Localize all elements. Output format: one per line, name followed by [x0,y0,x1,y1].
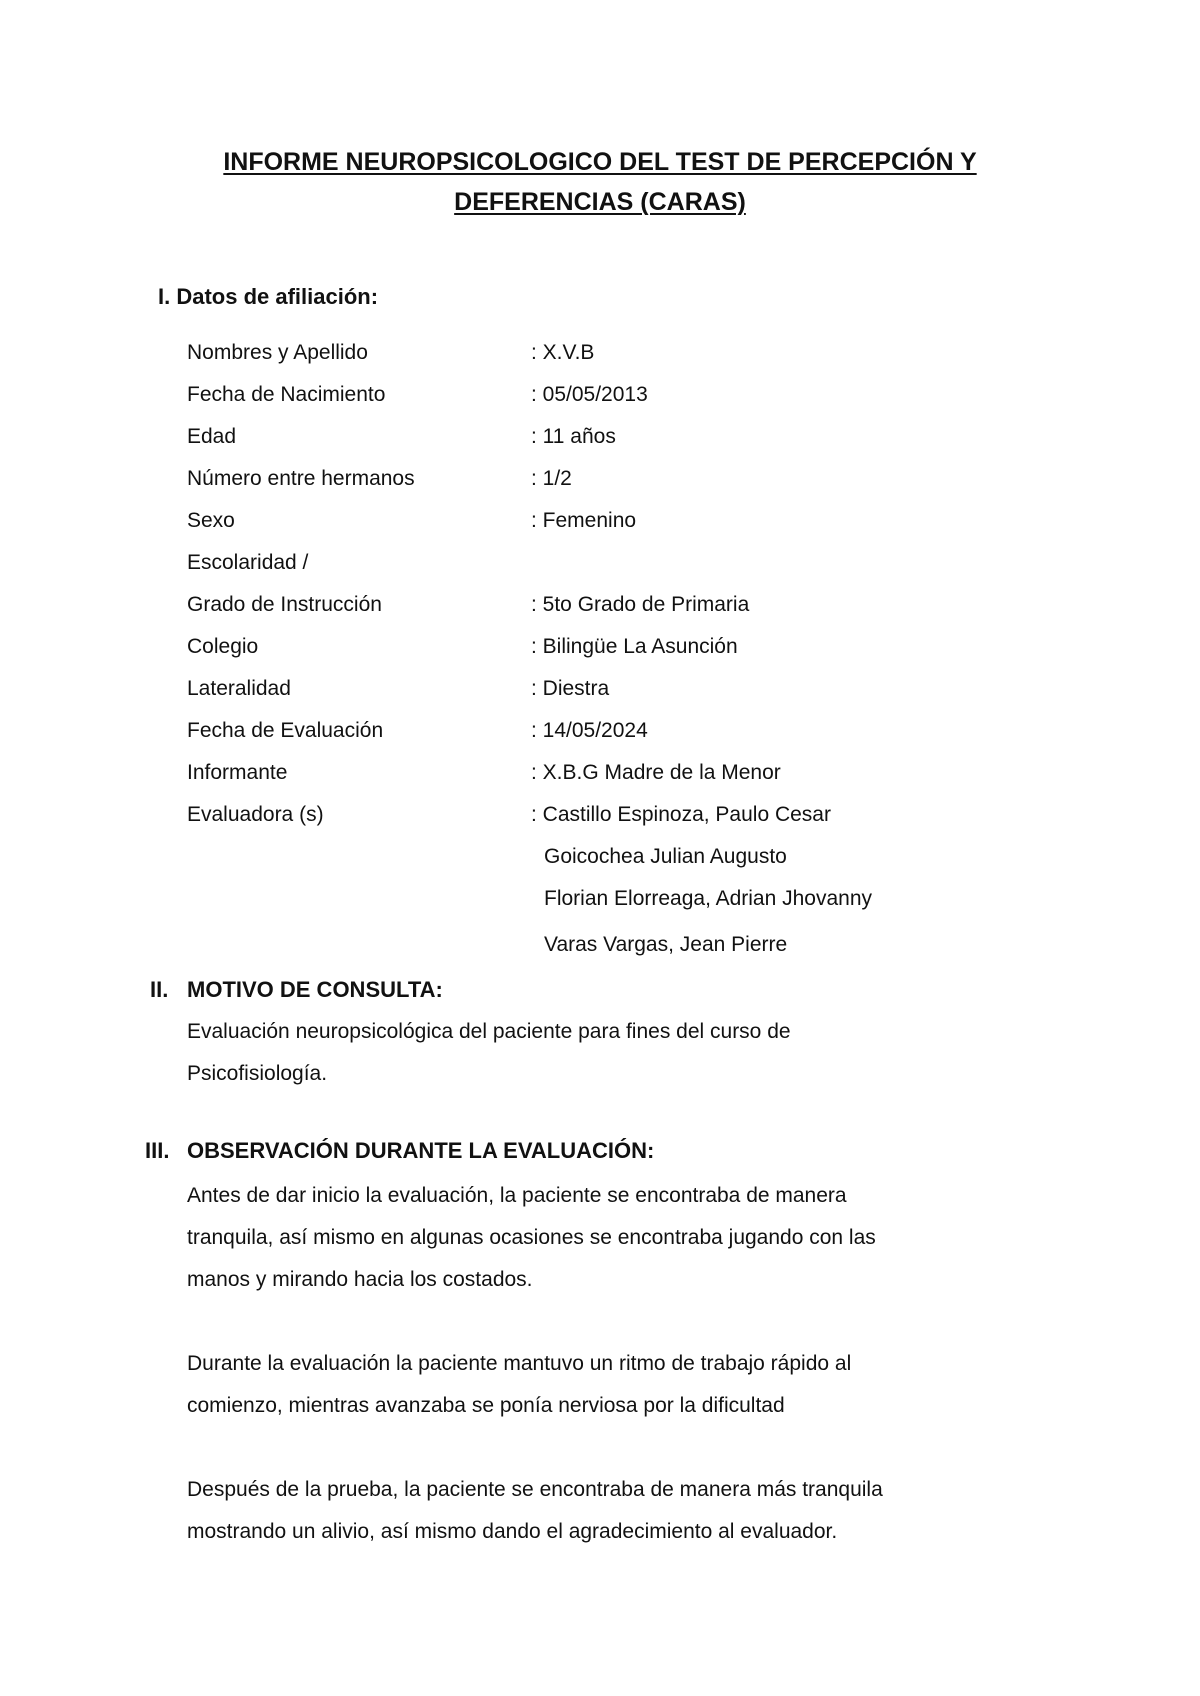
observation-paragraph-3 [187,1469,1017,1553]
observation-paragraph-1 [187,1175,1017,1301]
field-value: : 5to Grado de Primaria [531,593,750,616]
observation-paragraph-2 [187,1343,1017,1427]
field-label: Evaluadora (s) [187,803,324,826]
section-3-title: OBSERVACIÓN DURANTE LA EVALUACIÓN: [187,1138,655,1163]
paragraph-line: manos y mirando hacia los costados. [187,1268,533,1291]
field-label: Edad [187,425,237,448]
evaluator-name: Goicochea Julian Augusto [544,845,787,868]
field-value: : Femenino [531,509,637,532]
field-value: : 1/2 [531,467,572,490]
evaluator-name: Varas Vargas, Jean Pierre [544,933,788,956]
field-label: Informante [187,761,288,784]
field-value: : Castillo Espinoza, Paulo Cesar [531,803,831,826]
section-3-number: III. [145,1138,170,1163]
paragraph-line: Psicofisiología. [187,1062,328,1085]
paragraph-line: tranquila, así mismo en algunas ocasiones se encontraba jugando con las [187,1226,876,1249]
field-value: : Diestra [531,677,610,700]
consultation-reason-paragraph [187,1011,1017,1095]
paragraph-line: Durante la evaluación la paciente mantuvo un ritmo de trabajo rápido al [187,1352,852,1375]
field-label: Fecha de Nacimiento [187,383,386,406]
evaluator-name: Florian Elorreaga, Adrian Jhovanny [544,887,873,910]
report-title-line-2: DEFERENCIAS (CARAS) [454,188,746,216]
field-value: : 14/05/2024 [531,719,648,742]
field-label: Sexo [187,509,235,532]
field-value: : 11 años [531,425,616,448]
field-label: Grado de Instrucción [187,593,382,616]
section-2-title: MOTIVO DE CONSULTA: [187,977,443,1002]
paragraph-line: Evaluación neuropsicológica del paciente para fines del curso de [187,1020,791,1043]
paragraph-line: Después de la prueba, la paciente se encontraba de manera más tranquila [187,1478,883,1501]
paragraph-line: Antes de dar inicio la evaluación, la paciente se encontraba de manera [187,1184,847,1207]
field-label: Colegio [187,635,259,658]
field-label: Número entre hermanos [187,467,415,490]
field-label: Lateralidad [187,677,291,700]
paragraph-line: mostrando un alivio, así mismo dando el agradecimiento al evaluador. [187,1520,838,1543]
field-label: Fecha de Evaluación [187,719,384,742]
field-label: Escolaridad / [187,551,309,574]
section-2-number: II. [150,977,169,1002]
field-value: : X.V.B [531,341,595,364]
field-value: : X.B.G Madre de la Menor [531,761,781,784]
field-label: Nombres y Apellido [187,341,368,364]
field-value: : Bilingüe La Asunción [531,635,738,658]
paragraph-line: comienzo, mientras avanzaba se ponía nerviosa por la dificultad [187,1394,785,1417]
report-title-line-1: INFORME NEUROPSICOLOGICO DEL TEST DE PERCEPCIÓN Y [223,148,977,176]
section-1-heading: I. Datos de afiliación: [158,284,379,309]
field-value: : 05/05/2013 [531,383,648,406]
